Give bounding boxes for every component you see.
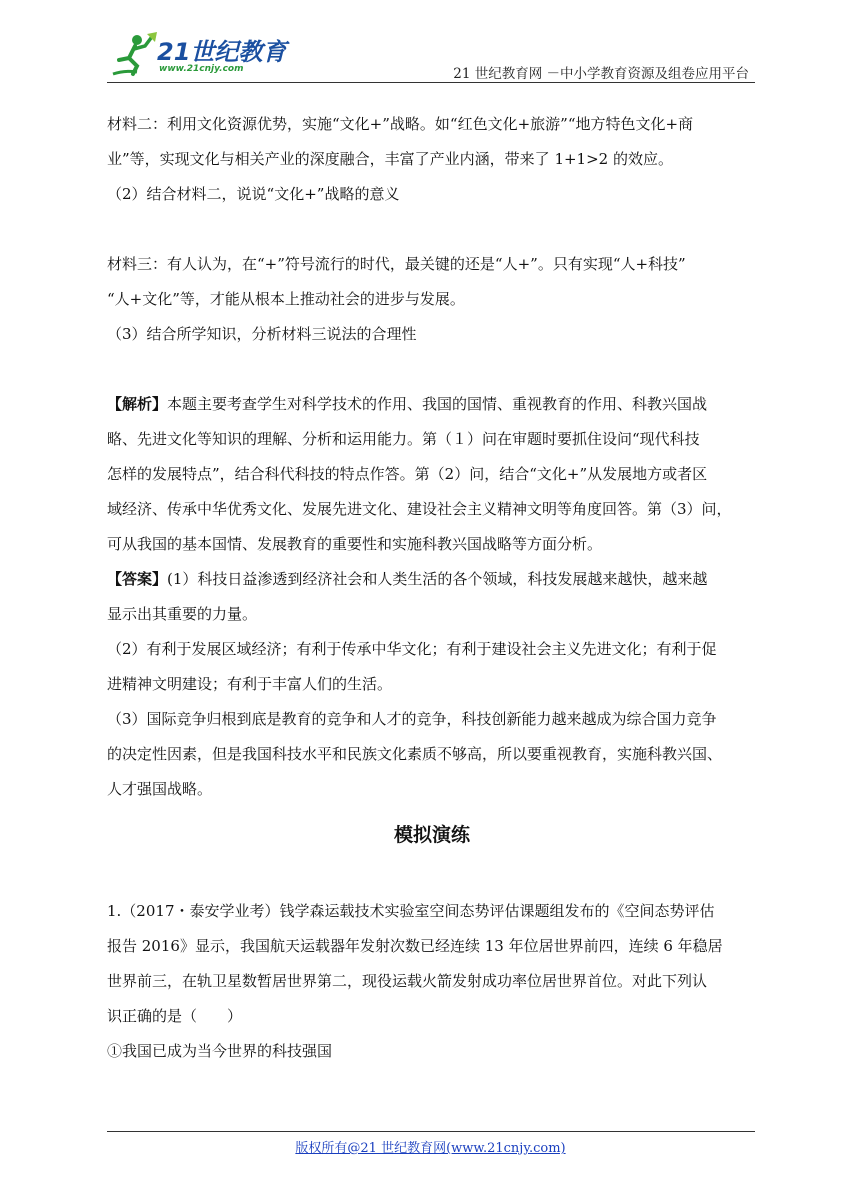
exercise-1-line-2: 报告 2016》显示，我国航天运载器年发射次数已经连续 13 年位居世界前四，连续 6 年稳居 bbox=[107, 937, 723, 955]
analysis-line-3: 怎样的发展特点”，结合科代科技的特点作答。第（2）问，结合“文化+”从发展地方或者区 bbox=[107, 465, 708, 483]
header-site-title: 21 世纪教育网 －中小学教育资源及组卷应用平台 bbox=[453, 66, 749, 82]
analysis-line-2: 略、先进文化等知识的理解、分析和运用能力。第（１）问在审题时要抓住设问“现代科技 bbox=[107, 430, 700, 448]
logo-text: 21世纪教育 bbox=[157, 38, 287, 66]
exercise-1-line-1: 1.（2017・泰安学业考）钱学森运载技术实验室空间态势评估课题组发布的《空间态势评估 bbox=[107, 902, 715, 920]
answer-1-line-1 bbox=[107, 562, 757, 597]
answer-3-line-2: 的决定性因素，但是我国科技水平和民族文化素质不够高，所以要重视教育，实施科教兴国、 bbox=[107, 745, 723, 763]
answer-2-line-2: 进精神文明建设；有利于丰富人们的生活。 bbox=[107, 675, 393, 693]
answer-3-line-1: （3）国际竞争归根到底是教育的竞争和人才的竞争，科技创新能力越来越成为综合国力竞争 bbox=[107, 710, 717, 728]
material3-line-1: 材料三：有人认为，在“+”符号流行的时代，最关键的还是“人+”。只有实现“人+科技” bbox=[107, 255, 686, 273]
footer-copyright-link[interactable]: 版权所有@21 世纪教育网(www.21cnjy.com) bbox=[295, 1141, 566, 1156]
exercise-1-line-3: 世界前三，在轨卫星数暂居世界第二，现役运载火箭发射成功率位居世界首位。对此下列认 bbox=[107, 972, 708, 990]
header-divider bbox=[107, 82, 755, 83]
material2-line-2: 业”等，实现文化与相关产业的深度融合，丰富了产业内涵，带来了 1+1>2 的效应。 bbox=[107, 150, 673, 168]
spacer bbox=[107, 859, 757, 894]
answer-3-line-3: 人才强国战略。 bbox=[107, 780, 213, 798]
analysis-tag: 【解析】 bbox=[107, 395, 168, 413]
analysis-line-1 bbox=[107, 387, 757, 422]
site-logo[interactable] bbox=[107, 28, 287, 82]
exercise-1-line-4: 识正确的是（ ） bbox=[107, 1007, 243, 1025]
analysis-line-5: 可从我国的基本国情、发展教育的重要性和实施科教兴国战略等方面分析。 bbox=[107, 535, 603, 553]
answer-2-line-1: （2）有利于发展区域经济；有利于传承中华文化；有利于建设社会主义先进文化；有利于促 bbox=[107, 640, 717, 658]
spacer bbox=[107, 352, 757, 387]
question-3: （3）结合所学知识，分析材料三说法的合理性 bbox=[107, 325, 417, 343]
analysis-line-4: 域经济、传承中华优秀文化、发展先进文化、建设社会主义精神文明等角度回答。第（3）问， bbox=[107, 500, 732, 518]
document-body bbox=[107, 107, 757, 1069]
answer-tag: 【答案】 bbox=[107, 570, 168, 588]
runner-logo-icon bbox=[107, 30, 159, 82]
question-2: （2）结合材料二，说说“文化+”战略的意义 bbox=[107, 185, 400, 203]
section-title: 模拟演练 bbox=[393, 824, 470, 846]
material3-line-2: “人+文化”等，才能从根本上推动社会的进步与发展。 bbox=[107, 290, 465, 308]
exercise-1-option-1: ①我国已成为当今世界的科技强国 bbox=[107, 1042, 333, 1060]
spacer bbox=[107, 212, 757, 247]
analysis-text: 本题主要考查学生对科学技术的作用、我国的国情、重视教育的作用、科教兴国战 bbox=[167, 395, 708, 413]
page-header bbox=[107, 28, 755, 84]
logo-url: www.21cnjy.com bbox=[159, 64, 244, 74]
material2-line-1: 材料二：利用文化资源优势，实施“文化+”战略。如“红色文化+旅游”“地方特色文化+商 bbox=[107, 115, 694, 133]
answer-1-text: (1）科技日益渗透到经济社会和人类生活的各个领域，科技发展越来越快，越来越 bbox=[167, 570, 708, 588]
footer-divider bbox=[107, 1131, 755, 1132]
answer-1-line-2: 显示出其重要的力量。 bbox=[107, 605, 258, 623]
